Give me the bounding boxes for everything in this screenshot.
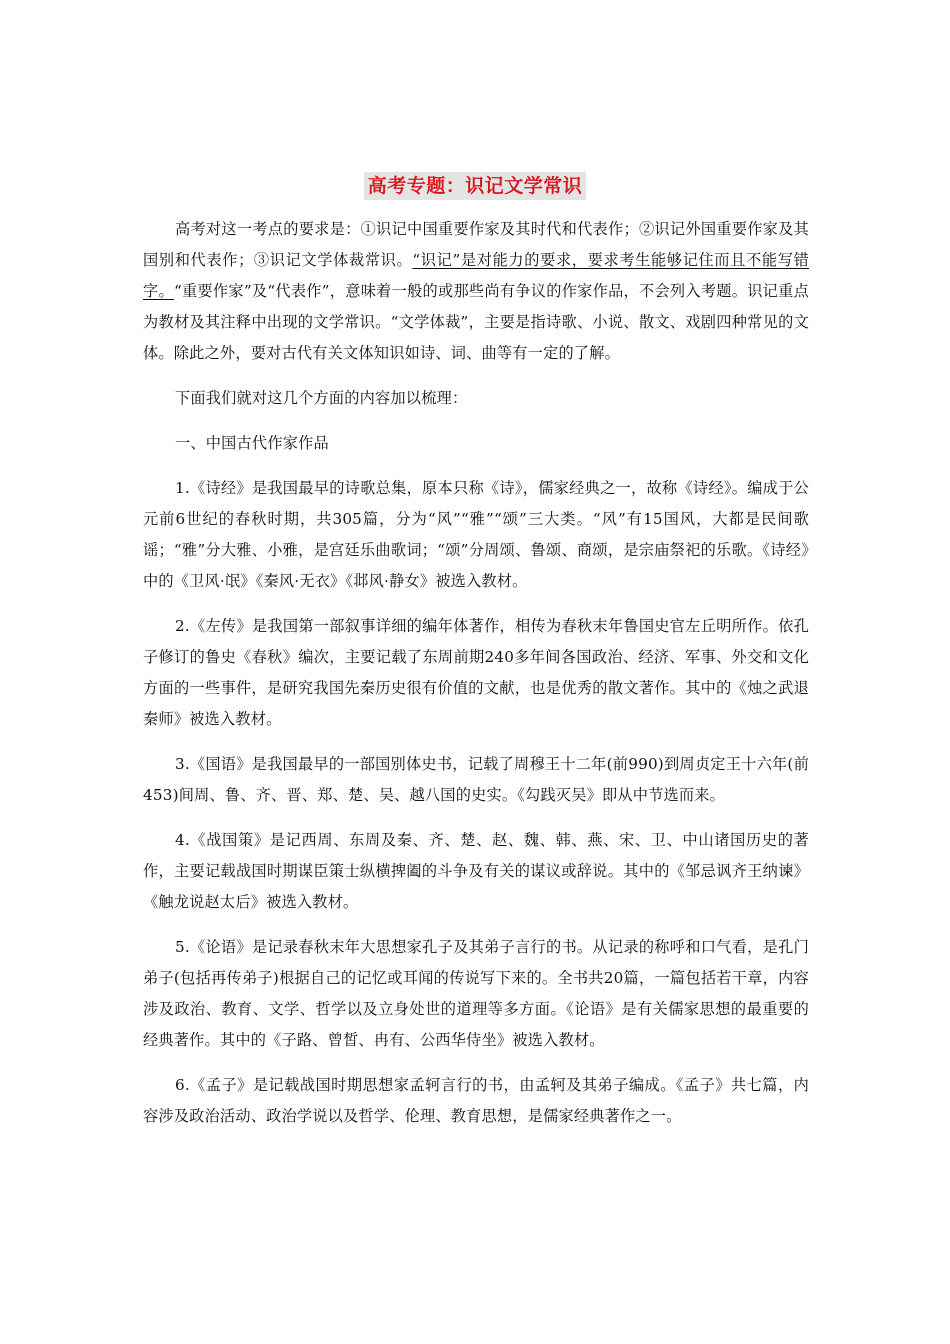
intro-paragraph bbox=[143, 214, 809, 369]
document-body bbox=[143, 214, 809, 1132]
item-paragraph-zuozhuan: 2.《左传》是我国第一部叙事详细的编年体著作，相传为春秋末年鲁国史官左丘明所作。依孔子修订的鲁史《春秋》编次，主要记载了东周前期240多年间各国政治、经济、军事、外交和文化方面的一些事件，是研究我国先秦历史很有价值的文献，也是优秀的散文著作。其中的《烛之武退秦师》被选入教材。 bbox=[143, 617, 809, 728]
section-heading: 一、中国古代作家作品 bbox=[175, 434, 329, 452]
item-paragraph-shijing: 1.《诗经》是我国最早的诗歌总集，原本只称《诗》，儒家经典之一，故称《诗经》。编成于公元前6世纪的春秋时期，共305篇，分为“风”“雅”“颂”三大类。“风”有15国风，大都是民间歌谣；“雅”分大雅、小雅，是宫廷乐曲歌词；“颂”分周颂、鲁颂、商颂，是宗庙祭祀的乐歌。《诗经》中的《卫风·氓》《秦风·无衣》《邶风·静女》被选入教材。 bbox=[143, 479, 809, 590]
title-container bbox=[0, 172, 950, 200]
item-paragraph-zhanguoce: 4.《战国策》是记西周、东周及秦、齐、楚、赵、魏、韩、燕、宋、卫、中山诸国历史的著作，主要记载战国时期谋臣策士纵横捭阖的斗争及有关的谋议或辞说。其中的《邹忌讽齐王纳谏》《触龙说赵太后》被选入教材。 bbox=[143, 831, 809, 911]
document-title: 高考专题：识记文学常识 bbox=[364, 172, 587, 200]
paragraph-gap bbox=[143, 918, 809, 932]
item-paragraph-guoyu: 3.《国语》是我国最早的一部国别体史书，记载了周穆王十二年(前990)到周贞定王十六年(前453)间周、鲁、齐、晋、郑、楚、吴、越八国的史实。《勾践灭吴》即从中节选而来。 bbox=[143, 755, 809, 804]
paragraph-gap bbox=[143, 1056, 809, 1070]
paragraph-gap bbox=[143, 735, 809, 749]
intro-underlined-text: “识记”是对能力的要求，要求考生能够记住而且不能写错字。 bbox=[143, 251, 809, 300]
lead-paragraph: 下面我们就对这几个方面的内容加以梳理： bbox=[175, 389, 468, 407]
paragraph-gap bbox=[143, 811, 809, 825]
paragraph-gap bbox=[143, 459, 809, 473]
intro-text-end: “重要作家”及“代表作”，意味着一般的或那些尚有争议的作家作品，不会列入考题。识记重点为教材及其注释中出现的文学常识。“文学体裁”，主要是指诗歌、小说、散文、戏剧四种常见的文体。除此之外，要对古代有关文体知识如诗、词、曲等有一定的了解。 bbox=[143, 282, 809, 362]
item-paragraph-lunyu: 5.《论语》是记录春秋末年大思想家孔子及其弟子言行的书。从记录的称呼和口气看，是孔门弟子(包括再传弟子)根据自己的记忆或耳闻的传说写下来的。全书共20篇，一篇包括若干章，内容涉及政治、教育、文学、哲学以及立身处世的道理等多方面。《论语》是有关儒家思想的最重要的经典著作。其中的《子路、曾皙、冉有、公西华侍坐》被选入教材。 bbox=[143, 938, 809, 1049]
item-paragraph-mengzi: 6.《孟子》是记载战国时期思想家孟轲言行的书，由孟轲及其弟子编成。《孟子》共七篇，内容涉及政治活动、政治学说以及哲学、伦理、教育思想，是儒家经典著作之一。 bbox=[143, 1076, 809, 1125]
paragraph-gap bbox=[143, 414, 809, 428]
paragraph-gap bbox=[143, 369, 809, 383]
intro-text-start: 高考对这一考点的要求是：①识记中国重要作家及其时代和代表作；②识记外国重要作家及其国别和代表作；③识记文学体裁常识。 bbox=[143, 220, 809, 269]
paragraph-gap bbox=[143, 597, 809, 611]
